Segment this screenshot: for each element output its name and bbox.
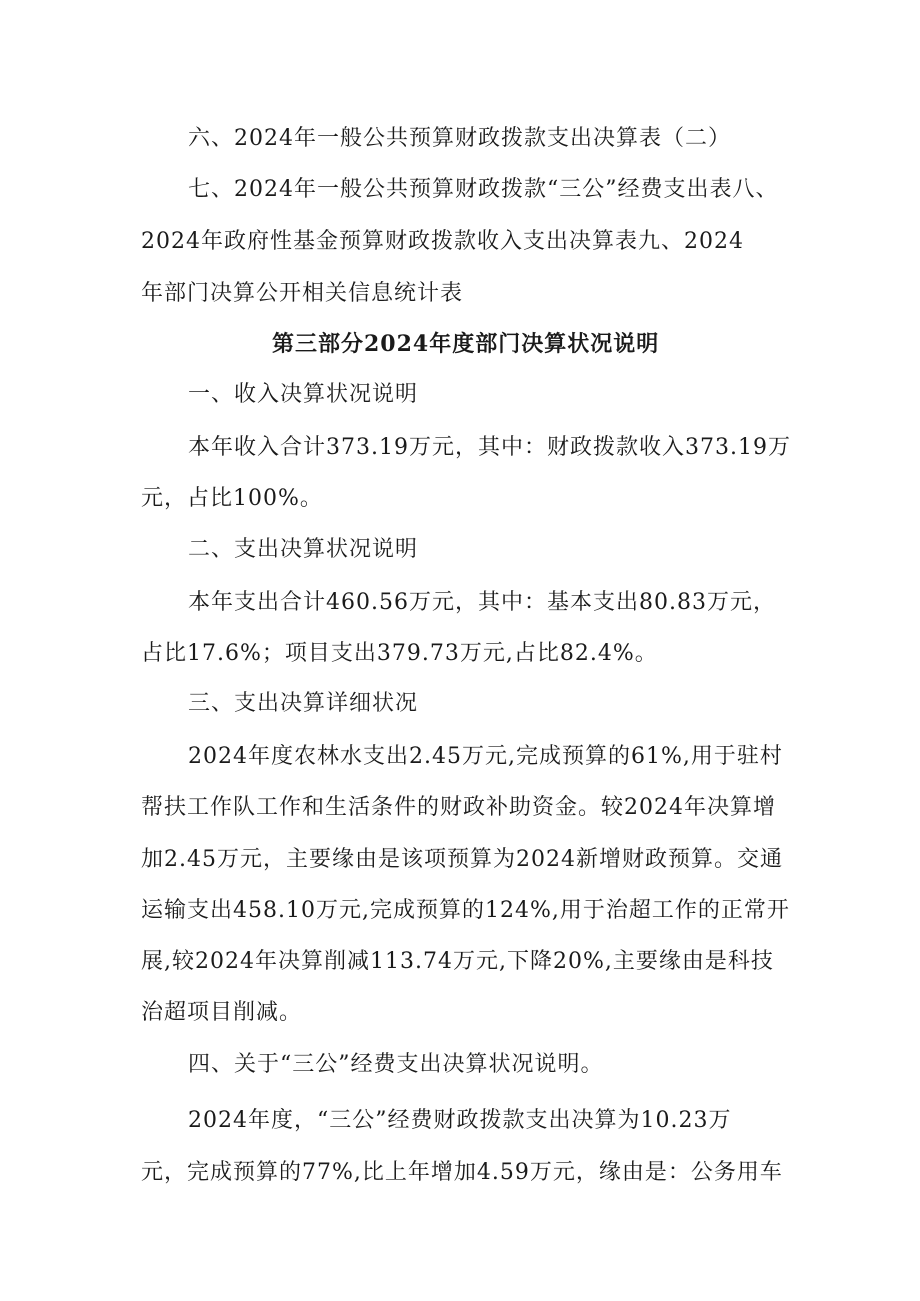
section-2-paragraph-line-1: 本年支出合计460.56万元，其中：基本支出80.83万元， <box>188 590 776 615</box>
section-4-paragraph-line-1: 2024年度，“三公”经费财政拨款支出决算为10.23万 <box>188 1108 732 1133</box>
section-1-heading: 一、收入决算状况说明 <box>188 382 419 407</box>
section-title: 第三部分2024年度部门决算状况说明 <box>272 331 660 357</box>
list-item-7-line-3: 年部门决算公开相关信息统计表 <box>141 281 464 306</box>
section-3-paragraph-line-5: 展,较2024年决算削减113.74万元,下降20%,主要缘由是科技 <box>141 949 774 974</box>
section-3-paragraph-line-4: 运输支出458.10万元,完成预算的124%,用于治超工作的正常开 <box>141 898 790 923</box>
list-item-7-line-2: 2024年政府性基金预算财政拨款收入支出决算表九、2024 <box>141 229 744 254</box>
section-2-heading: 二、支出决算状况说明 <box>188 537 419 562</box>
section-3-paragraph-line-3: 加2.45万元，主要缘由是该项预算为2024新增财政预算。交通 <box>141 847 783 872</box>
section-3-paragraph-line-6: 治超项目削减。 <box>141 1000 303 1025</box>
section-3-paragraph-line-2: 帮扶工作队工作和生活条件的财政补助资金。较2024年决算增 <box>141 795 776 820</box>
section-4-paragraph-line-2: 元，完成预算的77%,比上年增加4.59万元，缘由是：公务用车 <box>141 1160 783 1185</box>
section-1-paragraph-line-2: 元，占比100%。 <box>141 486 323 511</box>
section-1-paragraph-line-1: 本年收入合计373.19万元，其中：财政拨款收入373.19万 <box>188 435 791 460</box>
list-item-7-line-1: 七、2024年一般公共预算财政拨款“三公”经费支出表八、 <box>188 177 779 202</box>
section-3-heading: 三、支出决算详细状况 <box>188 691 419 716</box>
section-2-paragraph-line-2: 占比17.6%；项目支出379.73万元,占比82.4%。 <box>141 641 658 666</box>
list-item-6: 六、2024年一般公共预算财政拨款支出决算表（二） <box>188 126 731 151</box>
section-4-heading: 四、关于“三公”经费支出决算状况说明。 <box>188 1052 604 1077</box>
section-3-paragraph-line-1: 2024年度农林水支出2.45万元,完成预算的61%,用于驻村 <box>188 744 783 769</box>
